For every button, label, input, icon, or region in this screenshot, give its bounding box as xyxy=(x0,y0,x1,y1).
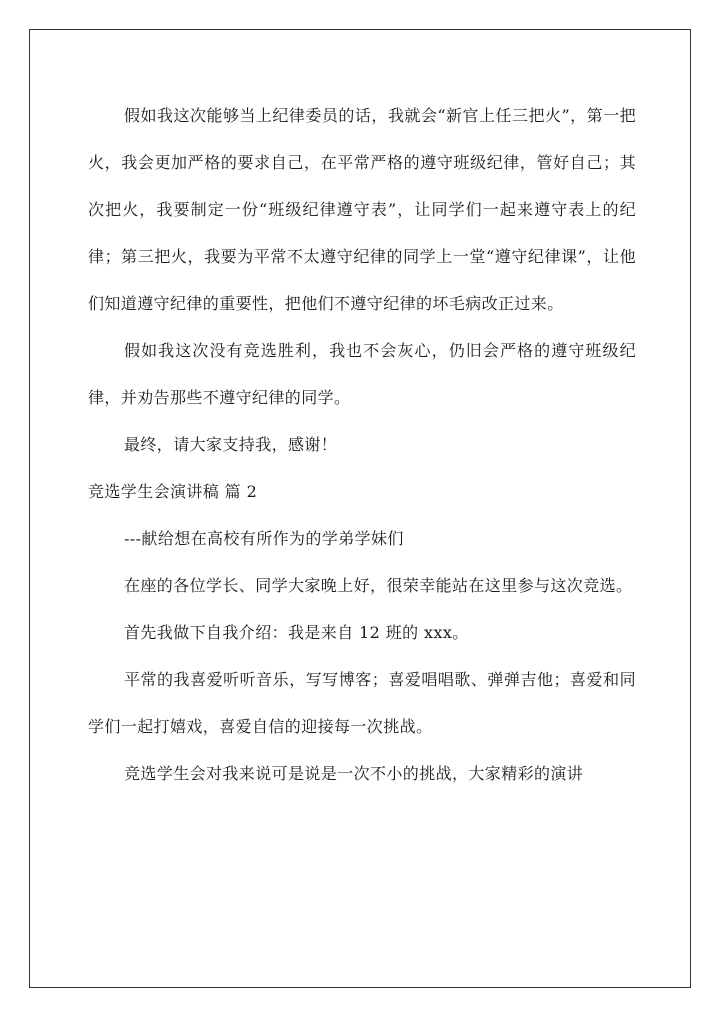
paragraph-self-intro: 首先我做下自我介绍：我是来自 12 班的 xxx。 xyxy=(124,623,469,642)
paragraph-closing: 最终，请大家支持我，感谢！ xyxy=(124,435,338,454)
paragraph-dedication: ---献给想在高校有所作为的学弟学妹们 xyxy=(124,529,404,548)
paragraph-if-lose: 假如我这次没有竞选胜利，我也不会灰心，仍旧会严格的遵守班级纪律，并劝告那些不遵守纪律的同学。 xyxy=(88,341,636,407)
paragraph-greeting: 在座的各位学长、同学大家晚上好，很荣幸能站在这里参与这次竞选。 xyxy=(124,576,633,595)
paragraph-hobbies: 平常的我喜爱听听音乐，写写博客；喜爱唱唱歌、弹弹吉他；喜爱和同学们一起打嬉戏，喜爱自信的迎接每一次挑战。 xyxy=(88,670,636,736)
document-body xyxy=(88,92,636,797)
section-heading: 竞选学生会演讲稿 篇 2 xyxy=(88,482,258,501)
paragraph-challenge: 竞选学生会对我来说可是说是一次不小的挑战，大家精彩的演讲 xyxy=(124,764,584,783)
paragraph-discipline-plan: 假如我这次能够当上纪律委员的话，我就会“新官上任三把火”，第一把火，我会更加严格的要求自己，在平常严格的遵守班级纪律，管好自己；其次把火，我要制定一份“班级纪律遵守表”，让同学们一起来遵守表上的纪律；第三把火，我要为平常不太遵守纪律的同学上一堂“遵守纪律课”，让他们知道遵守纪律的重要性，把他们不遵守纪律的坏毛病改正过来。 xyxy=(88,106,636,313)
